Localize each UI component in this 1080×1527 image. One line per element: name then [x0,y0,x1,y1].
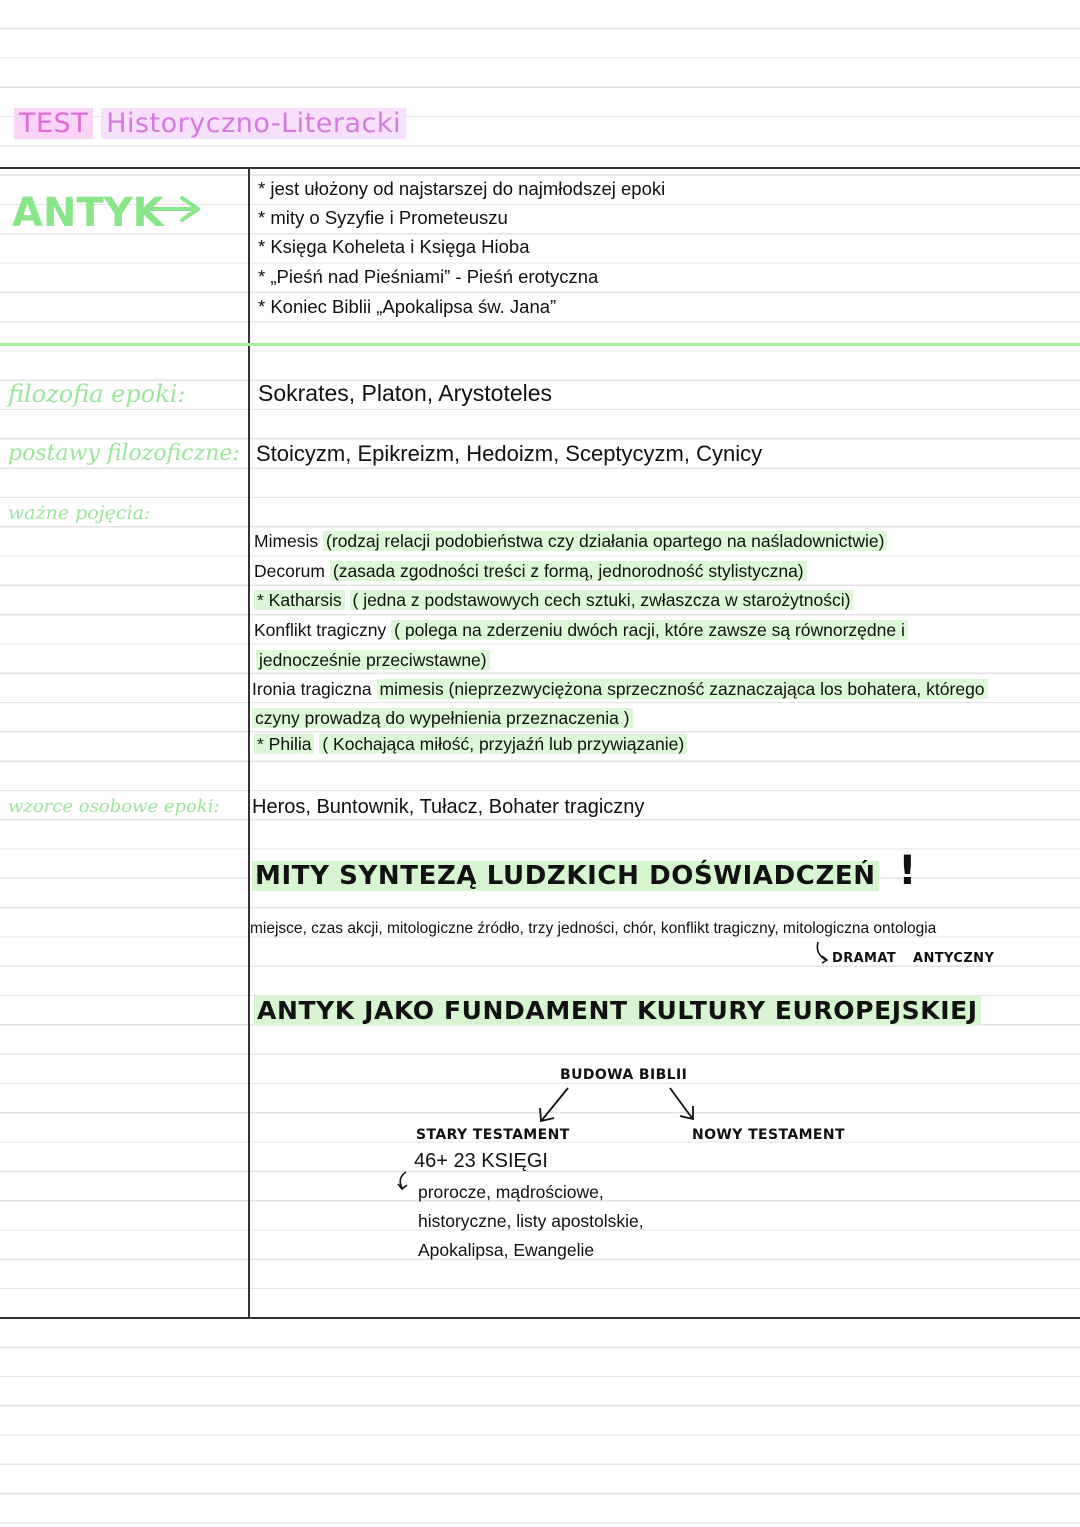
philosophy-value: Sokrates, Platon, Arystoteles [258,380,553,406]
column-divider [248,168,250,1318]
concept-term: Mimesis [254,531,319,551]
concept-desc: ( jedna z podstawowych cech sztuki, zwłaszcza w starożytności) [350,590,854,610]
book-types-line: prorocze, mądrościowe, [418,1182,604,1202]
drama-note: DRAMAT ANTYCZNY [832,951,995,966]
table-top-border [0,167,1080,169]
new-testament: NOWY TESTAMENT [692,1127,845,1143]
label-philosophy: filozofia epoki: [8,380,186,408]
arrow-right-icon [138,194,202,224]
bullet-item: * mity o Syzyfie i Prometeuszu [258,207,508,228]
epoch-name: ANTYK [12,190,164,236]
concept-term: Decorum [254,561,325,581]
book-types-line: Apokalipsa, Ewangelie [418,1240,595,1260]
heading-myths-text: MITY SYNTEZĄ LUDZKICH DOŚWIADCZEŃ [252,861,879,891]
title-word-test: TEST [14,108,93,139]
drama-features: miejsce, czas akcji, mitologiczne źródło, trzy jedności, chór, konflikt tragiczny, mitologiczna ontologia [250,920,937,937]
book-types-line: historyczne, listy apostolskie, [418,1211,644,1231]
concept-item [254,531,887,552]
label-role-models: wzorce osobowe epoki: [8,796,220,817]
concept-desc: (zasada zgodności treści z formą, jednorodność stylistyczna) [330,561,807,581]
heading-myths [252,848,917,894]
bullet-item: * Księga Koheleta i Księga Hioba [258,236,530,257]
exclamation-mark: ! [898,848,918,894]
curved-arrow-icon [396,1170,414,1194]
concept-item [252,708,633,729]
table-bottom-border [0,1317,1080,1319]
branch-arrows-icon [530,1084,710,1126]
section-divider [0,343,1080,346]
concept-desc: ( polega na zderzeniu dwóch racji, które zawsze są równorzędne i [391,620,908,640]
role-models-value: Heros, Buntownik, Tułacz, Bohater tragiczny [252,796,645,818]
concept-item [252,679,988,700]
concept-desc: jednocześnie przeciwstawne) [256,650,490,670]
title-word-subject: Historyczno-Literacki [101,108,406,139]
bullet-item: * Koniec Biblii „Apokalipsa św. Jana” [258,296,557,317]
concept-term: * Katharsis [254,590,345,610]
heading-foundation-text: ANTYK JAKO FUNDAMENT KULTURY EUROPEJSKIEJ [254,996,981,1025]
concept-item [256,650,490,671]
concept-desc: mimesis (nieprzezwyciężona sprzeczność zaznaczająca los bohatera, którego [377,679,988,699]
concept-term: Ironia tragiczna [252,679,372,699]
label-attitudes: postawy filozoficzne: [8,441,240,466]
concept-term: Konflikt tragiczny [254,620,387,640]
concept-item [254,620,908,641]
concept-term: * Philia [254,734,314,754]
concept-desc: (rodzaj relacji podobieństwa czy działania opartego na naśladownictwie) [323,531,887,551]
concept-item [254,734,687,755]
heading-foundation [254,996,981,1025]
concept-item [254,590,853,611]
concept-item [254,561,807,582]
book-count: 46+ 23 KSIĘGI [414,1150,548,1172]
attitudes-value: Stoicyzm, Epikreizm, Hedoizm, Sceptycyzm, Cynicy [256,441,763,466]
old-testament: STARY TESTAMENT [416,1127,570,1143]
concept-desc: ( Kochająca miłość, przyjaźń lub przywiązanie) [319,734,687,754]
curved-arrow-icon [814,940,832,966]
label-concepts: ważne pojęcia: [8,502,151,524]
concept-desc: czyny prowadzą do wypełnienia przeznaczenia ) [252,708,633,728]
bullet-item: * „Pieśń nad Pieśniami” - Pieśń erotyczna [258,266,599,287]
bible-root: BUDOWA BIBLII [560,1067,688,1083]
page-title [14,108,406,139]
bullet-item: * jest ułożony od najstarszej do najmłodszej epoki [258,178,666,199]
